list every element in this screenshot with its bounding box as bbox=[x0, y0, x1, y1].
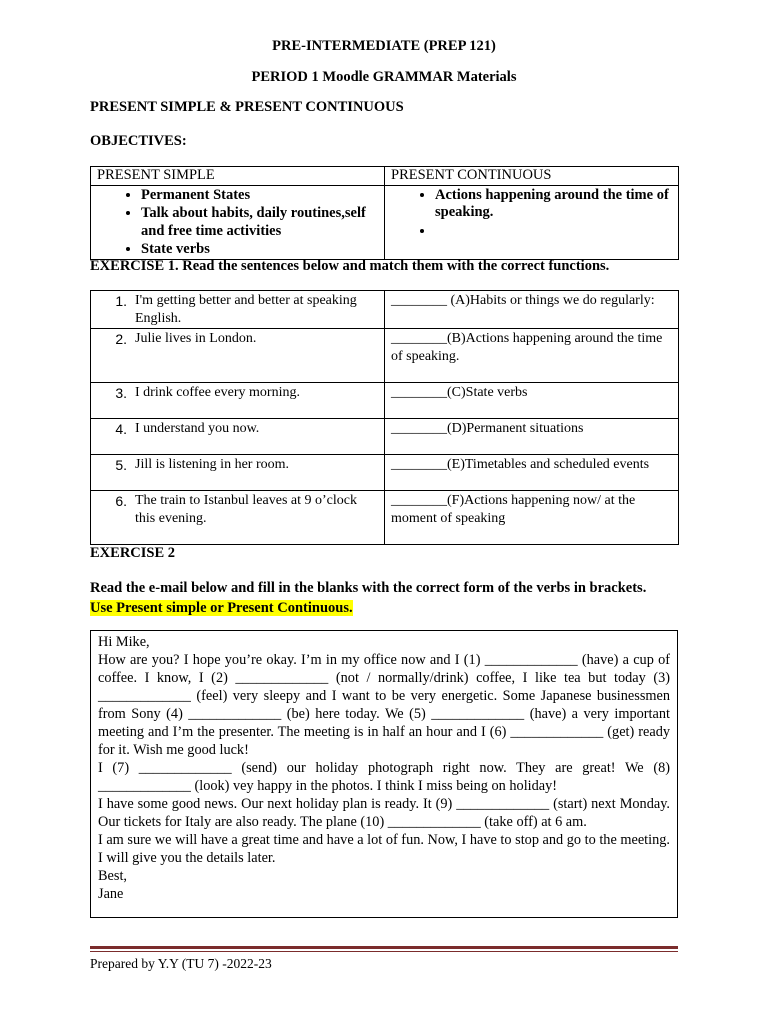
email-greeting: Hi Mike, bbox=[98, 634, 150, 650]
objective-item: • Permanent States bbox=[141, 186, 384, 205]
exercise2-title: EXERCISE 2 bbox=[90, 545, 176, 561]
email-paragraph: How are you? I hope you’re okay. I’m in my office now and I (1) _____________ (have) a cup of coffee. I know, I (2) _____________ (not / normally/drink) coffee, I like tea but today (3) _____________ (feel) very sleepy and I want to be very energetic. Some Japanese businessmen from Sony (4) _____________ (be) here today. We (5) _____________ (have) a very important meeting and I’m the presenter. The meeting is in half an hour and I (6) _____________ (get) ready for it. Wish me good luck! bbox=[98, 652, 670, 758]
table-row bbox=[91, 329, 679, 383]
sentence-cell bbox=[91, 419, 385, 455]
row-number: 4. bbox=[115, 421, 127, 437]
sentence-cell bbox=[91, 491, 385, 545]
exercise2-instruction: Read the e-mail below and fill in the blanks with the correct form of the verbs in brackets. bbox=[90, 580, 647, 596]
objective-item bbox=[435, 222, 678, 241]
table-row bbox=[91, 491, 679, 545]
sentence-text: The train to Istanbul leaves at 9 o’clock this evening. bbox=[135, 493, 357, 526]
row-number: 1. bbox=[115, 293, 127, 309]
sentence-cell bbox=[91, 329, 385, 383]
objective-item: • Actions happening around the time of speaking. bbox=[435, 186, 678, 222]
row-number: 2. bbox=[115, 331, 127, 347]
exercise2-note bbox=[90, 599, 353, 617]
sentence-text: I'm getting better and better at speaking English. bbox=[135, 293, 357, 326]
exercise1-title: EXERCISE 1. Read the sentences below and match them with the correct functions. bbox=[90, 258, 610, 274]
sentence-text: Jill is listening in her room. bbox=[135, 457, 289, 472]
table-row bbox=[91, 455, 679, 491]
table-row bbox=[91, 383, 679, 419]
function-cell: ________(C)State verbs bbox=[385, 383, 679, 419]
course-title: PRE-INTERMEDIATE (PREP 121) bbox=[272, 38, 496, 54]
row-number: 5. bbox=[115, 457, 127, 473]
function-cell: ________(F)Actions happening now/ at the moment of speaking bbox=[385, 491, 679, 545]
row-number: 3. bbox=[115, 385, 127, 401]
present-continuous-objectives bbox=[385, 185, 679, 259]
table-row bbox=[91, 419, 679, 455]
present-continuous-header: PRESENT CONTINUOUS bbox=[385, 167, 679, 186]
objective-item: • Talk about habits, daily routines,self and free time activities bbox=[141, 204, 384, 240]
email-paragraph: I am sure we will have a great time and have a lot of fun. Now, I have to stop and go to the meeting. I will give you the details later. bbox=[98, 832, 670, 866]
table-row bbox=[91, 291, 679, 329]
function-cell: ________(D)Permanent situations bbox=[385, 419, 679, 455]
sentence-cell bbox=[91, 383, 385, 419]
function-cell: ________ (A)Habits or things we do regularly: bbox=[385, 291, 679, 329]
row-number: 6. bbox=[115, 493, 127, 509]
sentence-text: I drink coffee every morning. bbox=[135, 385, 300, 400]
exercise1-table bbox=[90, 290, 679, 545]
function-cell: ________(E)Timetables and scheduled events bbox=[385, 455, 679, 491]
sentence-text: I understand you now. bbox=[135, 421, 260, 436]
highlighted-note: Use Present simple or Present Continuous. bbox=[90, 600, 353, 616]
objectives-heading: OBJECTIVES: bbox=[90, 133, 187, 149]
email-signature: Jane bbox=[98, 886, 124, 902]
email-paragraph: I have some good news. Our next holiday plan is ready. It (9) _____________ (start) next Monday. Our tickets for Italy are also ready. The plane (10) _____________ (take off) at 6 am. bbox=[98, 796, 670, 830]
email-closing: Best, bbox=[98, 868, 127, 884]
footer-divider-thin bbox=[90, 951, 678, 952]
objective-item: • State verbs bbox=[141, 240, 384, 259]
footer-text: Prepared by Y.Y (TU 7) -2022-23 bbox=[90, 956, 272, 971]
footer-divider bbox=[90, 946, 678, 949]
present-simple-objectives bbox=[91, 185, 385, 259]
objectives-table bbox=[90, 166, 679, 260]
function-cell: ________(B)Actions happening around the time of speaking. bbox=[385, 329, 679, 383]
email-paragraph: I (7) _____________ (send) our holiday photograph right now. They are great! We (8) _____________ (look) vey happy in the photos. I think I miss being on holiday! bbox=[98, 760, 670, 794]
period-title: PERIOD 1 Moodle GRAMMAR Materials bbox=[251, 69, 517, 85]
present-simple-header: PRESENT SIMPLE bbox=[91, 167, 385, 186]
sentence-text: Julie lives in London. bbox=[135, 331, 257, 346]
email-box bbox=[90, 630, 678, 918]
sentence-cell bbox=[91, 291, 385, 329]
sentence-cell bbox=[91, 455, 385, 491]
topic-heading: PRESENT SIMPLE & PRESENT CONTINUOUS bbox=[90, 99, 404, 115]
